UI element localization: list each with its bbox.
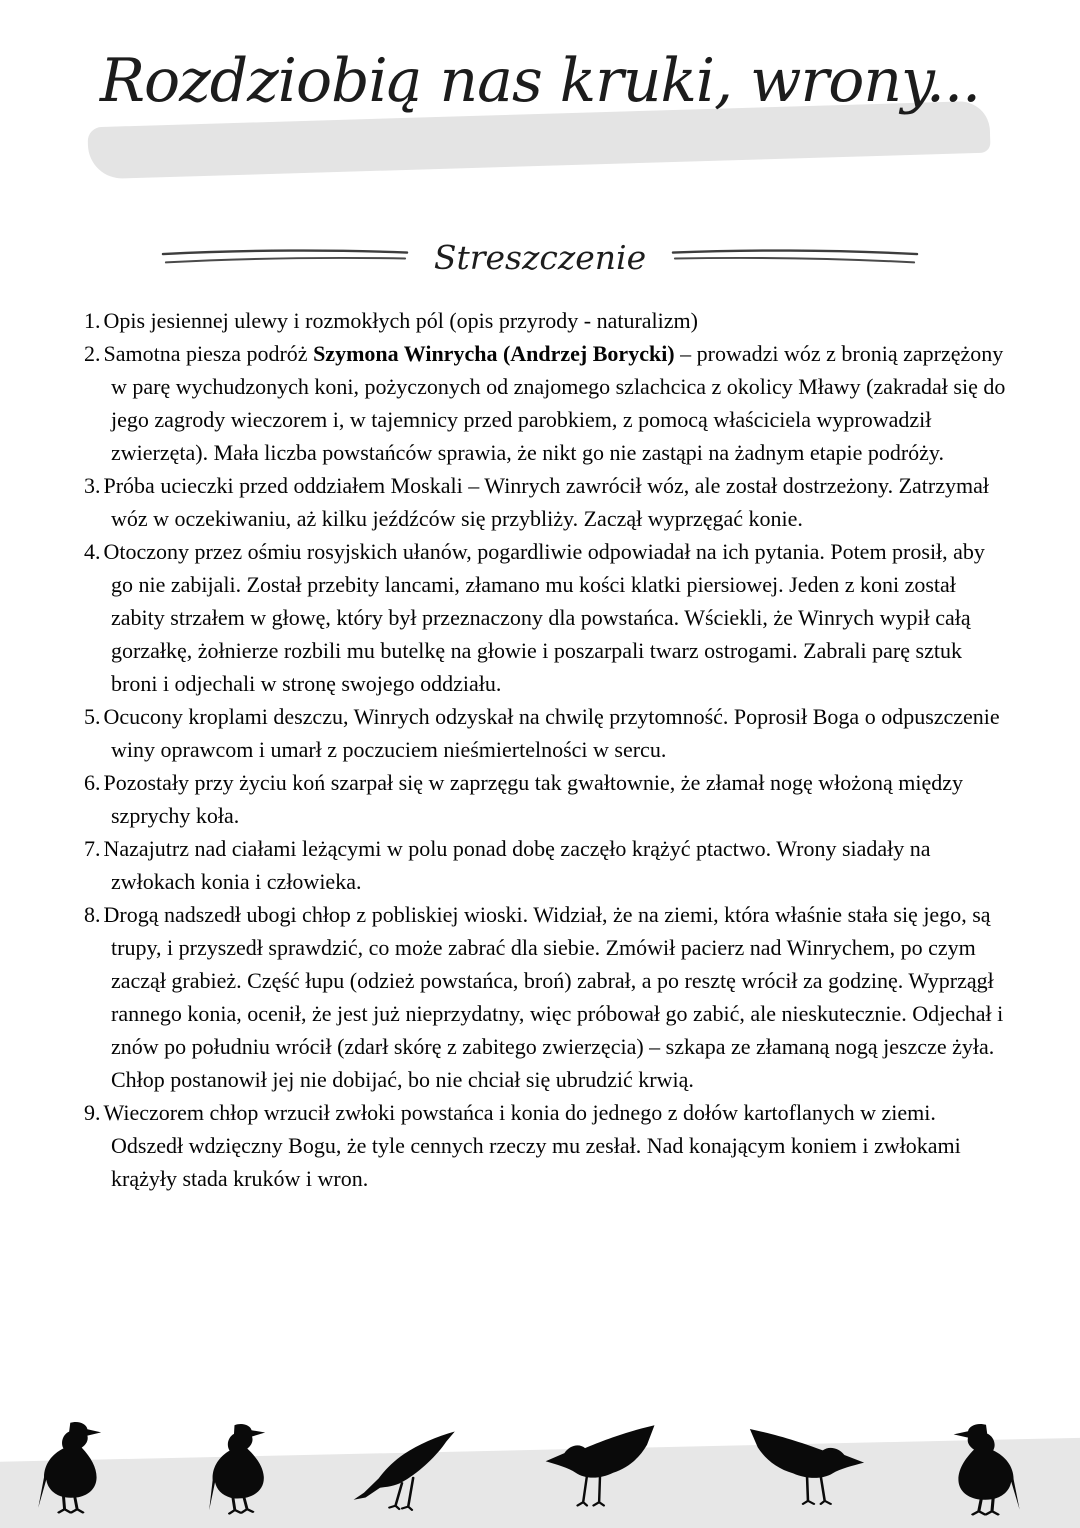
item-number: 1. [84,308,101,333]
page-title: Rozdziobią nas kruki, wrony... [99,46,981,116]
item-text: Szymona Winrycha [313,341,498,366]
section-divider [0,234,1080,280]
footer-decoration [0,1378,1080,1528]
item-number: 2. [84,341,101,366]
crow-pecking-icon [349,1418,463,1517]
summary-item [84,766,1012,832]
item-number: 7. [84,836,101,861]
crow-walking-right-icon [742,1426,870,1510]
section-heading: Streszczenie [433,237,647,277]
item-text: (Andrzej Borycki) [502,341,675,366]
item-text: Ocucony kroplami deszczu, Winrych odzyskał na chwilę przytomność. Poprosił Boga o odpuszczenie winy oprawcom i umarł z poczuciem nieśmiertelności w sercu. [103,704,1000,762]
crow-standing-right-icon [201,1417,285,1516]
summary-item [84,337,1012,469]
item-text: Pozostały przy życiu koń szarpał się w zaprzęgu tak gwałtownie, że złamał nogę włożoną między szprychy koła. [103,770,964,828]
summary-item [84,832,1012,898]
summary-item [84,700,1012,766]
summary-item [84,469,1012,535]
item-text: Drogą nadszedł ubogi chłop z pobliskiej wioski. Widział, że na ziemi, która właśnie stała się jego, są trupy, i przyszedł sprawdzić, co może zabrać dla siebie. Zmówił pacierz nad Winrychem, po czym zaczął grabież. Część łupu (odzież powstańca, broń) zabrał, a po resztę wrócił za godzinę. Wyprzągł rannego konia, ocenił, że jest już nieprzydatny, więc próbował go zabić, ale nieskutecznie. Odjechał i znów po południu wrócił (zdarł skórę z zabitego zwierzęcia) – szkapa ze złamaną nogą jeszcze żyła. Chłop postanowił jej nie dobijać, bo nie chciał się ubrudzić krwią. [103,902,1004,1092]
item-text: Nazajutrz nad ciałami leżącymi w polu ponad dobę zaczęło krążyć ptactwo. Wrony siadały na zwłokach konia i człowieka. [103,836,931,894]
crow-standing-right-icon [36,1418,116,1514]
summary-section [84,304,1012,1195]
item-number: 4. [84,539,101,564]
item-text: Opis jesiennej ulewy i rozmokłych pól (opis przyrody - naturalizm) [103,308,698,333]
item-text: Próba ucieczki przed oddziałem Moskali – Winrych zawrócił wóz, ale został dostrzeżony. Zatrzymał wóz w oczekiwaniu, aż kilku jeźdźców się przybliży. Zaczął wyprzęgać konie. [103,473,989,531]
summary-item [84,535,1012,700]
item-number: 5. [84,704,101,729]
item-number: 6. [84,770,101,795]
item-text: Wieczorem chłop wrzucił zwłoki powstańca i konia do jednego z dołów kartoflanych w ziemi. Odszedł wdzięczny Bogu, że tyle cennych rzeczy mu zesłał. Nad konającym koniem i zwłokami krążyły stada kruków i wron. [103,1100,961,1191]
item-number: 9. [84,1100,101,1125]
summary-item [84,304,1012,337]
item-text: Otoczony przez ośmiu rosyjskich ułanów, pogardliwie odpowiadał na ich pytania. Potem prosił, aby go nie zabijali. Został przebity lancami, złamano mu kości klatki piersiowej. Jeden z koni został zabity strzałem w głowę, który był przeznaczony dla powstańca. Wściekli, że Winrych wypił całą gorzałkę, żołnierze rozbili mu butelkę na głowie i poszarpali twarz ostrogami. Zabrali parę sztuk broni i odjechali w stronę swojego oddziału. [103,539,985,696]
summary-list [84,304,1012,1195]
item-number: 8. [84,902,101,927]
item-text: – prowadzi wóz z bronią zaprzężony w parę wychudzonych koni, pożyczonych od znajomego szlachcica z okolicy Mławy (zakradał się do jego zagrody wieczorem i, w tajemnicy przed parobkiem, z pomocą właściciela wyprowadził zwierzęta). Mała liczba powstańców sprawia, że nikt go nie zastąpi na żadnym etapie podróży. [111,341,1006,465]
item-text: Samotna piesza podróż [103,341,314,366]
summary-item [84,898,1012,1096]
title-section [0,42,1080,228]
divider-line-left-icon [160,246,410,268]
item-number: 3. [84,473,101,498]
crow-standing-left-icon [938,1420,1022,1516]
summary-item [84,1096,1012,1195]
crow-walking-left-icon [540,1422,662,1512]
divider-line-right-icon [670,246,920,268]
